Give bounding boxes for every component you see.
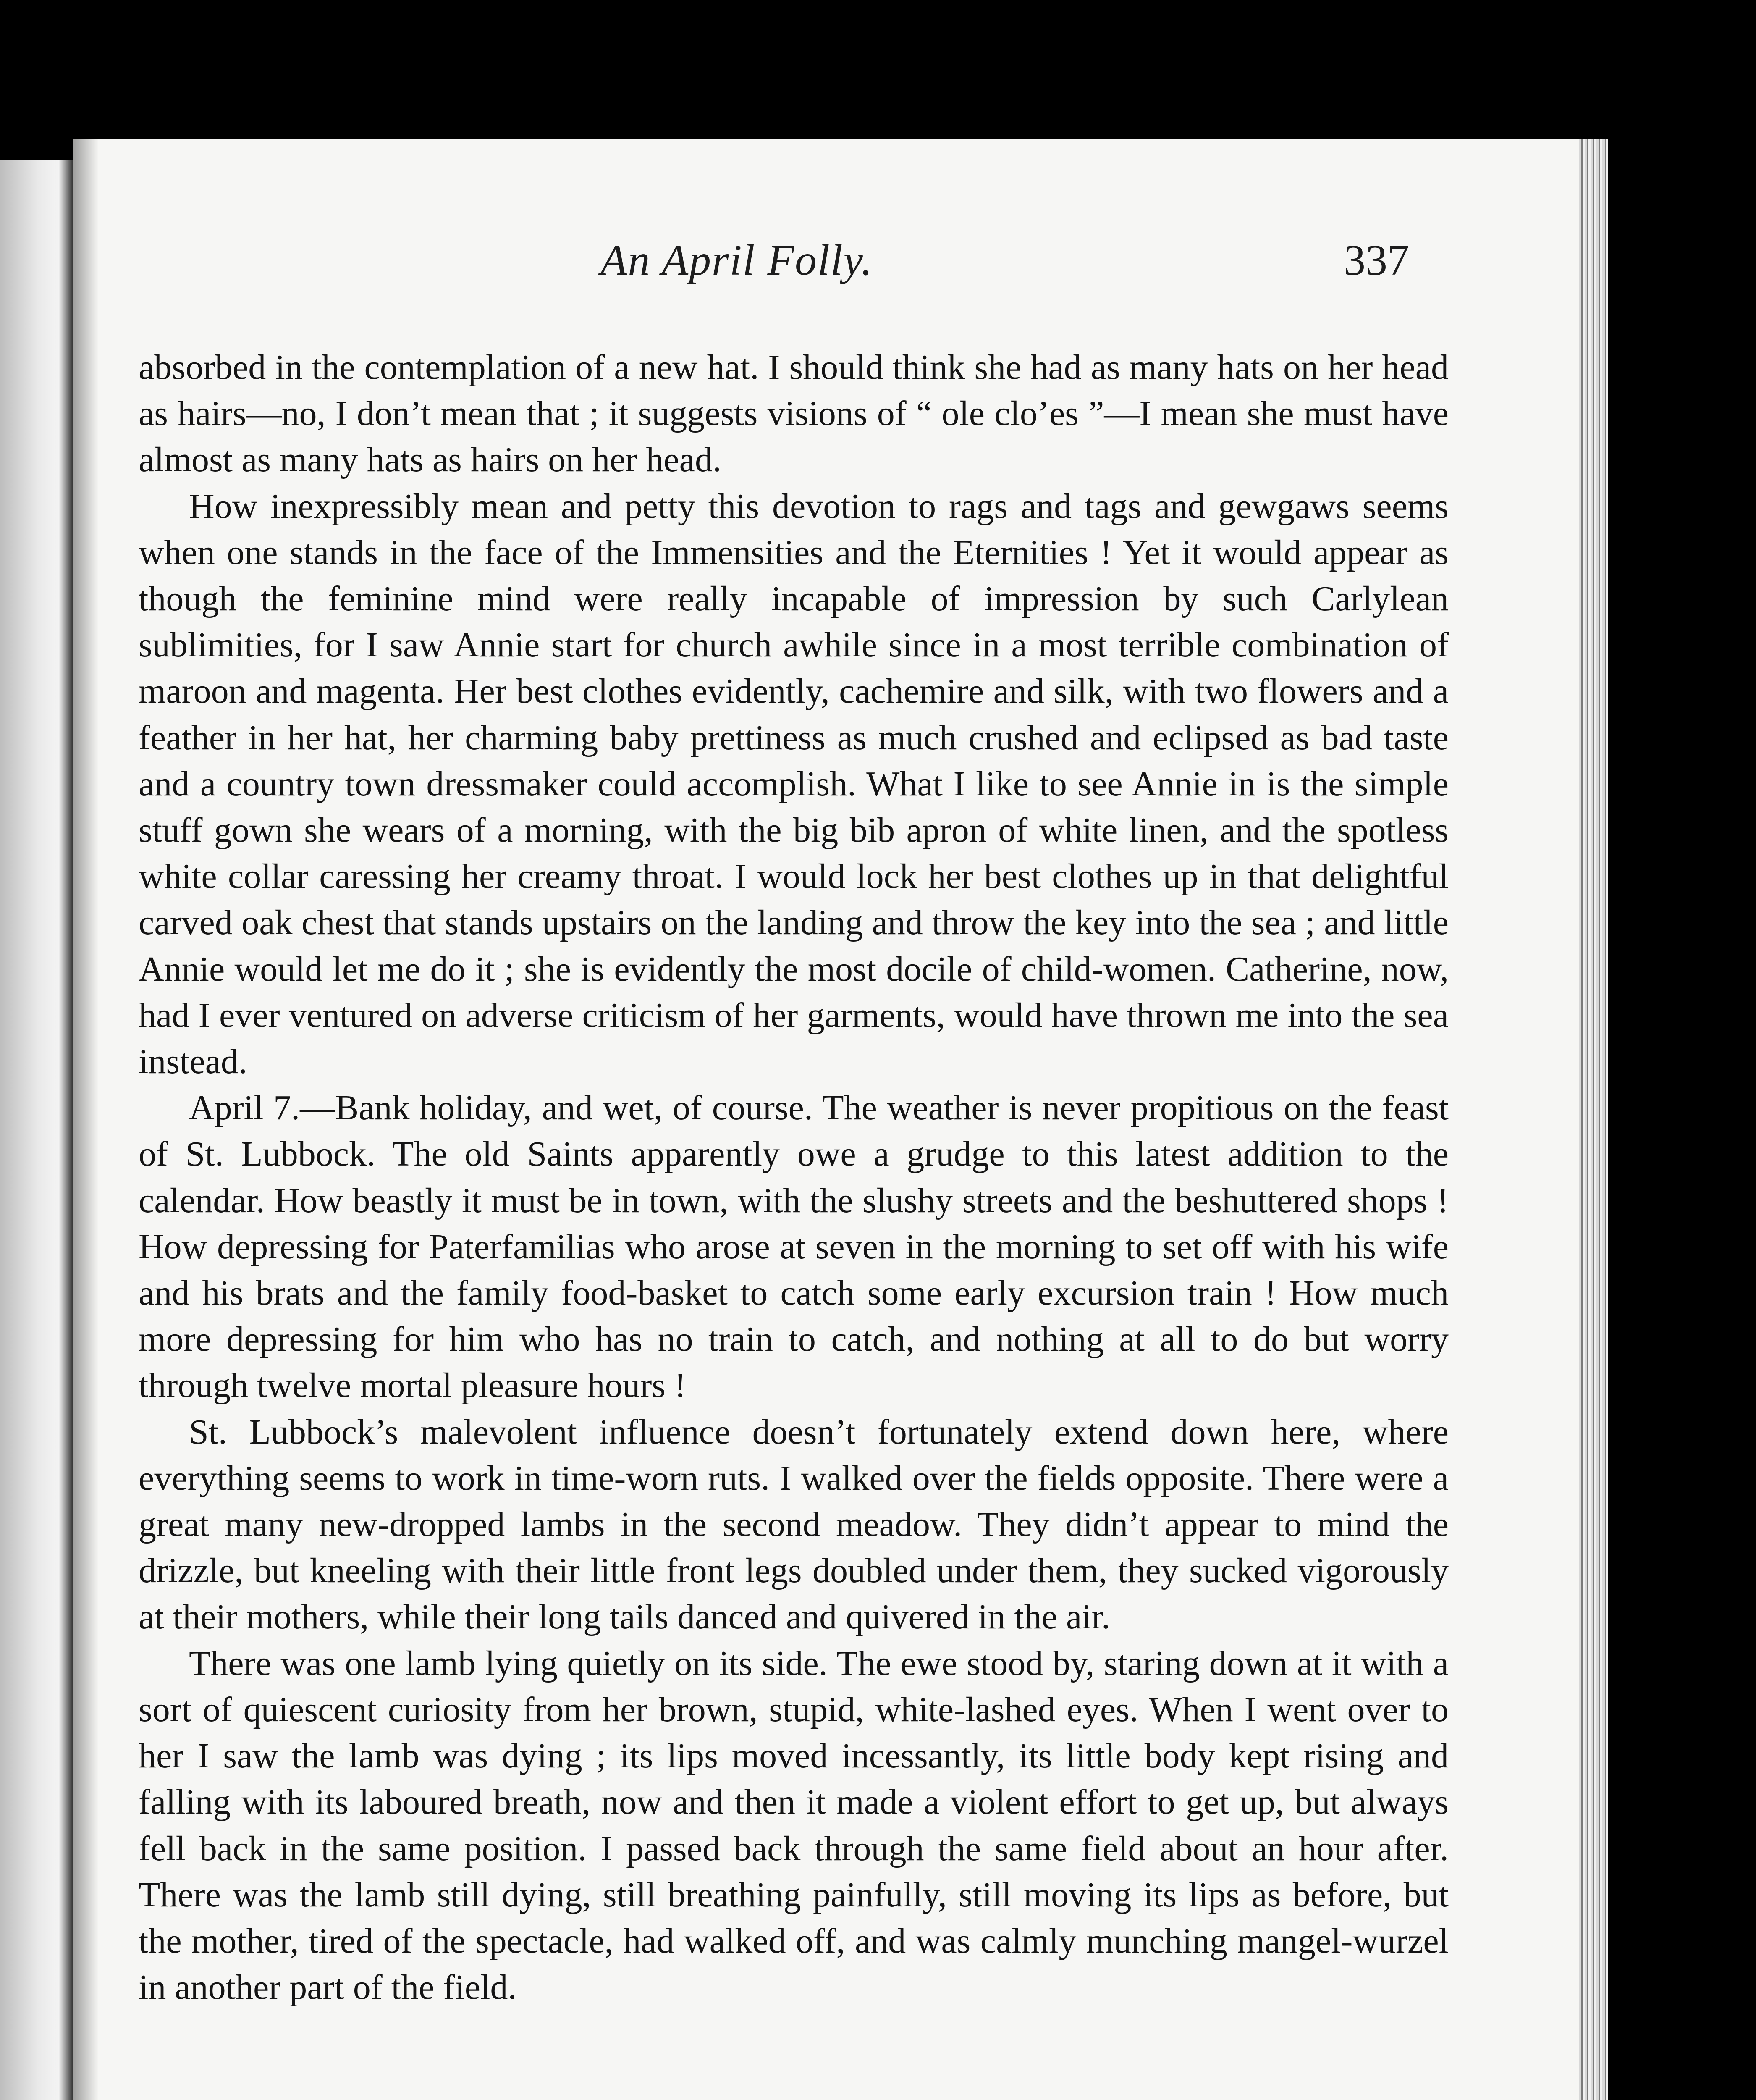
facing-page-edge <box>0 160 84 2100</box>
gutter-shadow <box>73 139 99 2100</box>
running-head-title: An April Folly. <box>600 236 873 284</box>
paragraph-1: absorbed in the contemplation of a new hat. I should think she had as many hats on her head as hairs—no, I don’t mean that ; it suggests visions of “ ole clo’es ”—I mean she must have almost as many hats as hairs on her head. <box>139 348 1449 480</box>
page-number: 337 <box>1344 236 1409 284</box>
paragraph-5: There was one lamb lying quietly on its side. The ewe stood by, staring down at it with a sort of quiescent curiosity from her brown, stupid, white-lashed eyes. When I went over to her I saw the lamb was dying ; its lips moved incessantly, its little body kept rising and falling with its laboured breath, now and then it made a violent effort to get up, but always fell back in the same position. I passed back through the same field about an hour after. There was the lamb still dying, still breathing painfully, still moving its lips as before, but the mother, tired of the spectacle, had walked off, and was calmly munching mangel-wurzel in another part of the field. <box>139 1643 1449 2007</box>
paragraph-3: April 7.—Bank holiday, and wet, of course. The weather is never propitious on the feast of St. Lubbock. The old Saints apparently owe a grudge to this latest addition to the calendar. How beastly it must be in town, with the slushy streets and the beshuttered shops ! How depressing for Paterfamilias who arose at seven in the morning to set off with his wife and his brats and the family food-basket to catch some early excursion train ! How much more depressing for him who has no train to catch, and nothing at all to do but worry through twelve mortal pleasure hours ! <box>139 1088 1449 1405</box>
running-head <box>0 235 1756 302</box>
body-text <box>139 344 1449 2011</box>
page-stack-edge <box>1579 139 1608 2100</box>
paragraph-4: St. Lubbock’s malevolent influence doesn’t fortunately extend down here, where everything seems to work in time-worn ruts. I walked over the fields opposite. There were a great many new-dropped lambs in the second meadow. They didn’t appear to mind the drizzle, but kneeling with their little front legs doubled under them, they sucked vigorously at their mothers, while their long tails danced and quivered in the air. <box>139 1412 1449 1637</box>
paragraph-2: How inexpressibly mean and petty this devotion to rags and tags and gewgaws seems when one stands in the face of the Immensities and the Eternities ! Yet it would appear as though the feminine mind were really incapable of impression by such Carlylean sublimities, for I saw Annie start for church awhile since in a most terrible combination of maroon and magenta. Her best clothes evidently, cachemire and silk, with two flowers and a feather in her hat, her charming baby prettiness as much crushed and eclipsed as bad taste and a country town dressmaker could accomplish. What I like to see Annie in is the simple stuff gown she wears of a morning, with the big bib apron of white linen, and the spotless white collar caressing her creamy throat. I would lock her best clothes up in that delightful carved oak chest that stands upstairs on the landing and throw the key into the sea ; and little Annie would let me do it ; she is evidently the most docile of child-women. Catherine, now, had I ever ventured on adverse criticism of her garments, would have thrown me into the sea instead. <box>139 486 1449 1082</box>
